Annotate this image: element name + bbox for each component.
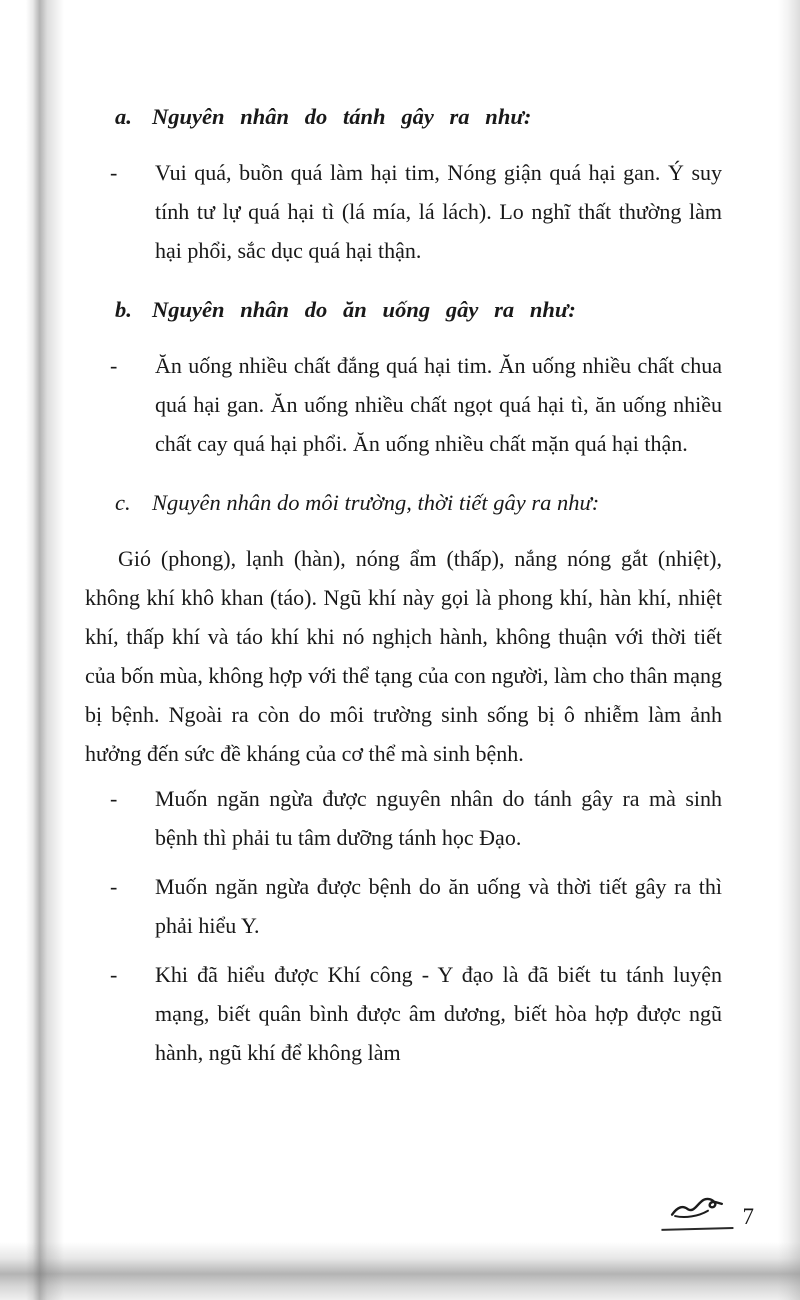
scan-shadow-right — [778, 0, 800, 1300]
section-marker-c: c. — [115, 490, 131, 515]
paragraph-b-text: Ăn uống nhiều chất đắng quá hại tim. Ăn uống nhiều chất chua quá hại gan. Ăn uống nhiều chất ngọt quá hại tì, ăn uống nhiều chất cay quá hại phổi. Ăn uống nhiều chất mặn quá hại thận. — [155, 353, 722, 456]
section-heading-a — [85, 97, 722, 137]
paragraph-environment: Gió (phong), lạnh (hàn), nóng ẩm (thấp), nắng nóng gắt (nhiệt), không khí khô khan (táo). Ngũ khí này gọi là phong khí, hàn khí, nhiệt khí, thấp khí và táo khí khi nó nghịch hành, không thuận với thời tiết của bốn mùa, không hợp với thể tạng của con người, làm cho thân mạng bị bệnh. Ngoài ra còn do môi trường sinh sống bị ô nhiễm làm ảnh hưởng đến sức đề kháng của cơ thể mà sinh bệnh. — [85, 546, 723, 766]
section-heading-b-text: Nguyên nhân do ăn uống gây ra như: — [152, 297, 576, 322]
paragraph-a-text: Vui quá, buồn quá làm hại tim, Nóng giận quá hại gan. Ý suy tính tư lự quá hại tì (lá mía, lá lách). Lo nghĩ thất thường làm hại phổi, sắc dục quá hại thận. — [155, 160, 722, 263]
dash-marker: - — [110, 353, 118, 378]
section-heading-a-text: Nguyên nhân do tánh gây ra như: — [152, 104, 532, 129]
page-number: 7 — [742, 1204, 754, 1229]
section-marker-a: a. — [115, 104, 132, 129]
list-item-1 — [85, 779, 722, 857]
section-marker-b: b. — [115, 297, 132, 322]
scan-shadow-bottom — [0, 1242, 800, 1300]
flourish-icon — [660, 1193, 733, 1231]
section-heading-c — [85, 483, 722, 523]
page-footer — [661, 1194, 755, 1230]
paragraph-b — [85, 346, 722, 463]
section-heading-c-text: Nguyên nhân do môi trường, thời tiết gây ra như: — [152, 490, 600, 515]
section-heading-b — [85, 290, 722, 330]
paragraph-a — [85, 153, 722, 270]
dash-marker: - — [110, 874, 118, 899]
list-item-3-text: Khi đã hiểu được Khí công - Y đạo là đã biết tu tánh luyện mạng, biết quân bình được âm dương, biết hòa hợp được ngũ hành, ngũ khí để không làm — [155, 962, 722, 1065]
list-item-1-text: Muốn ngăn ngừa được nguyên nhân do tánh gây ra mà sinh bệnh thì phải tu tâm dưỡng tánh học Đạo. — [155, 786, 722, 850]
page-content — [85, 97, 722, 1082]
list-item-3 — [85, 955, 722, 1072]
dash-marker: - — [110, 786, 118, 811]
list-item-2-text: Muốn ngăn ngừa được bệnh do ăn uống và thời tiết gây ra thì phải hiểu Y. — [155, 874, 722, 938]
dash-marker: - — [110, 160, 118, 185]
dash-marker: - — [110, 962, 118, 987]
list-item-2 — [85, 867, 722, 945]
scan-shadow-left — [26, 0, 64, 1300]
